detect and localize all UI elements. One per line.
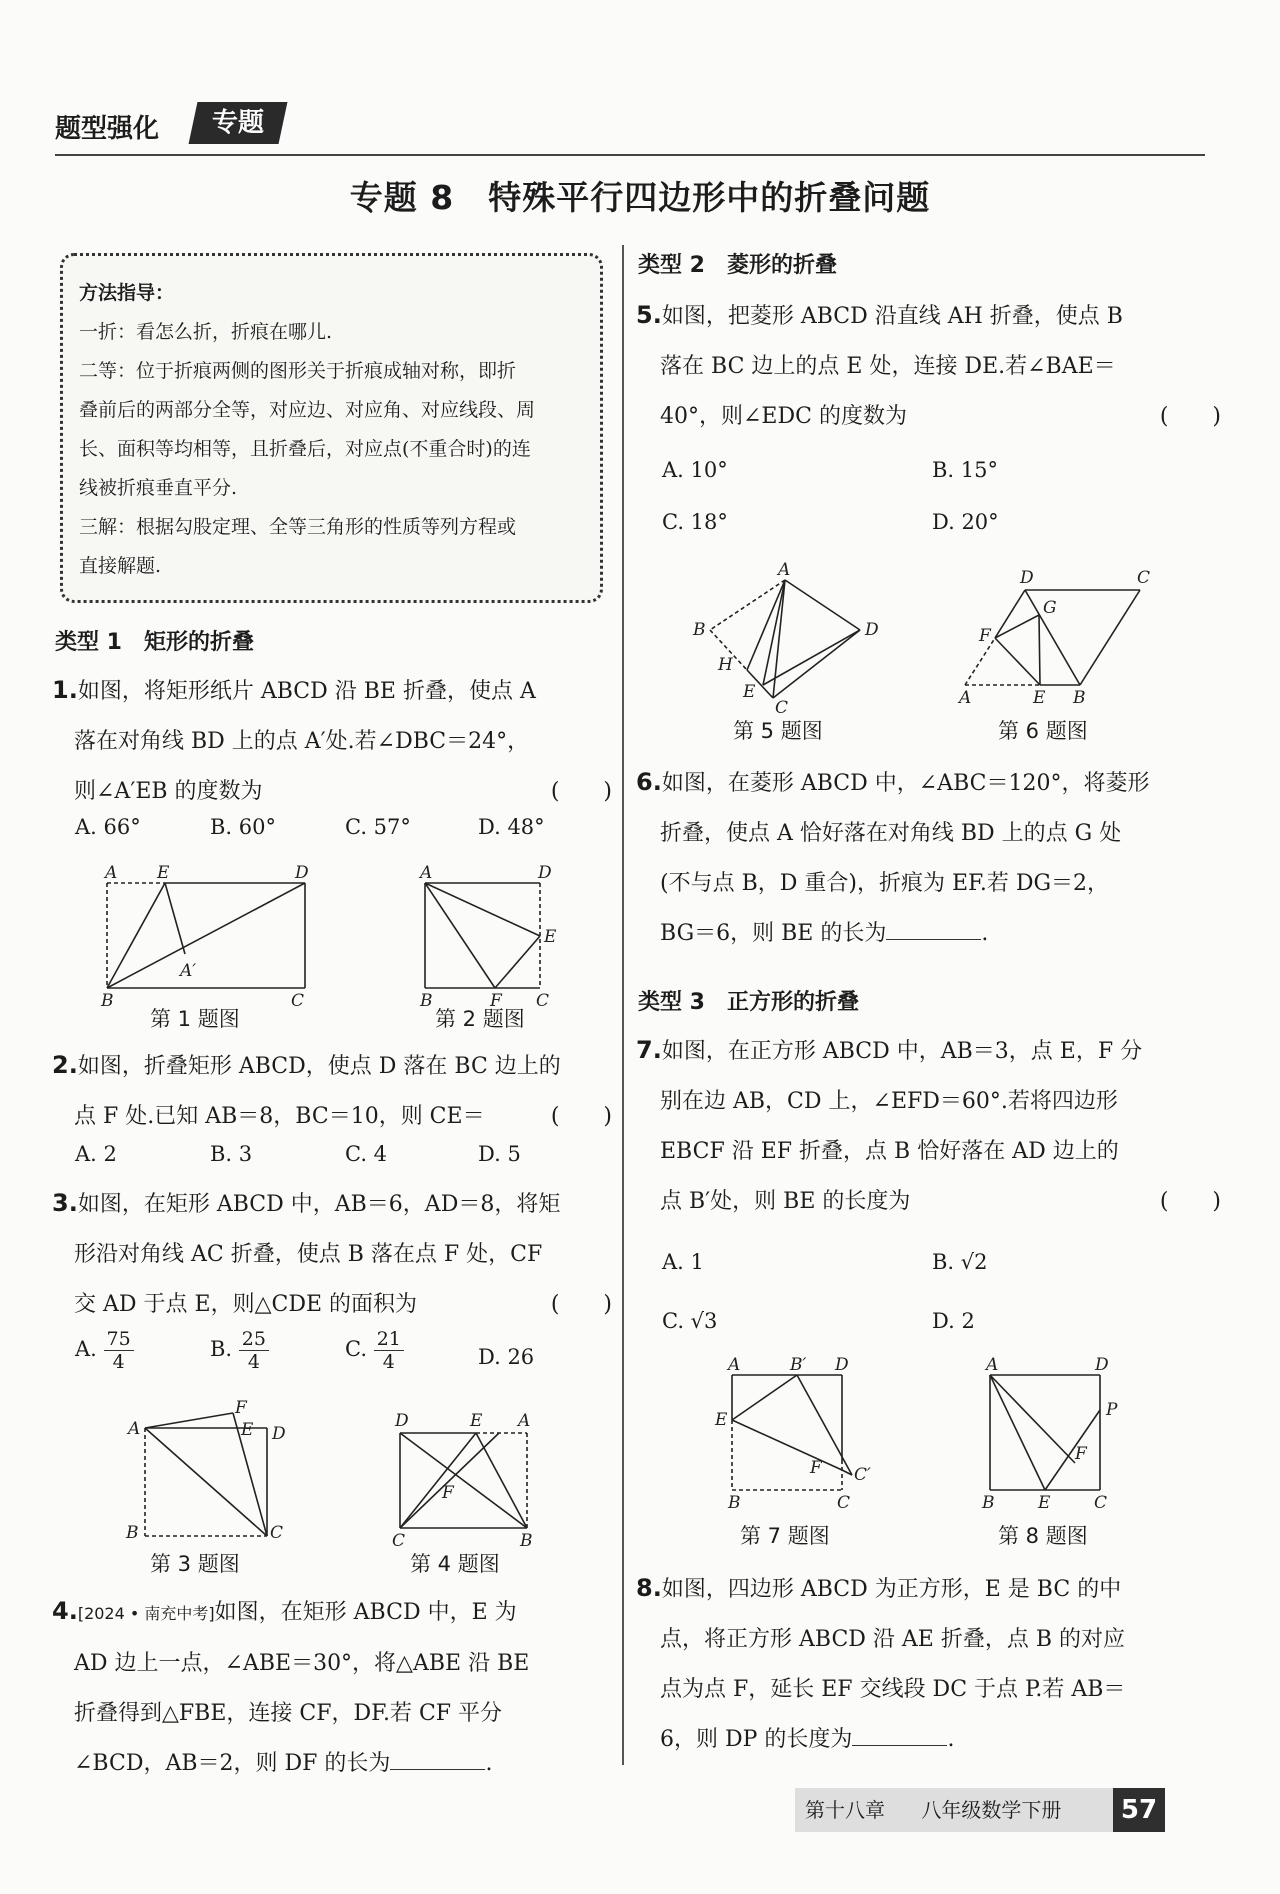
method-line: 线被折痕垂直平分. <box>79 477 238 499</box>
fig1-label: B <box>101 991 114 1008</box>
question-text: 落在对角线 BD 上的点 A′处.若∠DBC＝24°， <box>74 729 530 754</box>
figure-5-caption: 第 5 题图 <box>733 719 823 743</box>
figure-1-caption: 第 1 题图 <box>150 1007 240 1031</box>
fig3-diagonal <box>145 1428 267 1536</box>
fig3-label: A <box>128 1419 141 1439</box>
fig6-edge <box>1039 615 1040 685</box>
option-a: A. 2 <box>75 1142 117 1166</box>
question-text: 落在 BC 边上的点 E 处，连接 DE.若∠BAE＝ <box>660 354 1116 379</box>
question-number: 4. <box>52 1597 78 1625</box>
question-text: 如图，把菱形 ABCD 沿直线 AH 折叠，使点 B <box>661 304 1123 329</box>
option-b: B. 3 <box>210 1142 253 1166</box>
question-text: 如图，将矩形纸片 ABCD 沿 BE 折叠，使点 A <box>77 679 536 704</box>
question-text: 如图，在矩形 ABCD 中，E 为 <box>214 1600 517 1625</box>
fig3-label: E <box>241 1420 254 1440</box>
fig3-label: D <box>272 1424 286 1444</box>
fig8-label: A <box>986 1355 999 1375</box>
fig7-label: C′ <box>854 1465 871 1485</box>
question-text: 形沿对角线 AC 折叠，使点 B 落在点 F 处，CF <box>74 1242 543 1267</box>
fig7-label: F <box>810 1458 822 1478</box>
option-c: C. 4 <box>345 1142 388 1166</box>
question-number: 8. <box>636 1574 662 1602</box>
fig2-label: E <box>544 927 557 947</box>
question-text: 如图，在矩形 ABCD 中，AB＝6，AD＝8，将矩 <box>77 1192 561 1217</box>
option-c: C. $\frac{21}{4}$ <box>345 1328 404 1373</box>
question-text: 折叠得到△FBE，连接 CF，DF.若 CF 平分 <box>74 1701 503 1726</box>
fig1-label: A <box>105 863 118 883</box>
question-text: EBCF 沿 EF 折叠，点 B 恰好落在 AD 边上的 <box>660 1139 1119 1164</box>
fig6-label: C <box>1137 568 1151 588</box>
fig4-edge <box>400 1433 499 1528</box>
fig2-label: F <box>490 991 502 1008</box>
question-7 <box>636 1025 1221 1227</box>
fig2-label: B <box>420 991 433 1008</box>
question-text: BG＝6，则 BE 的长为 <box>660 921 887 946</box>
fig2-label: A <box>420 863 433 883</box>
question-5 <box>636 290 1221 442</box>
header-label: 题型强化 专题 <box>55 108 159 145</box>
option-d: D. 5 <box>478 1142 521 1166</box>
fig6-label: F <box>979 626 991 646</box>
fig4-label: D <box>395 1411 409 1431</box>
source-tag: [2024 • 南充中考] <box>77 1604 215 1623</box>
fig8-label: P <box>1106 1400 1118 1420</box>
fig5-label: E <box>743 682 756 702</box>
figure-3 <box>120 1398 290 1548</box>
fig3-label: F <box>235 1398 247 1418</box>
header-tag: 专题 <box>189 102 288 144</box>
fig7-label: A <box>728 1355 741 1375</box>
question-text: 点为点 F，延长 EF 交线段 DC 于点 P.若 AB＝ <box>660 1677 1126 1702</box>
fig7-label: D <box>835 1355 849 1375</box>
option-d: D. 20° <box>932 510 999 534</box>
option-a: A. 10° <box>662 458 728 482</box>
fig6-fold <box>995 638 1040 685</box>
figure-5 <box>685 555 885 715</box>
footer-book: 八年级数学下册 <box>921 1798 1062 1822</box>
question-text: 40°，则∠EDC 的度数为 <box>660 404 907 429</box>
fig1-label: E <box>157 863 170 883</box>
fig7-label: B <box>728 1493 741 1513</box>
fig4-edge <box>400 1433 527 1528</box>
question-text: 点 F 处.已知 AB＝8，BC＝10，则 CE＝ <box>74 1104 485 1129</box>
fig6-label: A <box>959 688 972 708</box>
fig8-edge <box>990 1375 1075 1463</box>
footer-chapter: 第十八章 <box>805 1798 885 1822</box>
fig1-label: D <box>295 863 309 883</box>
fig5-edge <box>773 580 785 698</box>
fig6-label: D <box>1020 568 1034 588</box>
method-line: 一折：看怎么折，折痕在哪儿. <box>79 321 333 343</box>
question-number: 2. <box>52 1051 78 1079</box>
fig4-label: C <box>392 1531 406 1548</box>
question-text: 如图，在菱形 ABCD 中，∠ABC＝120°，将菱形 <box>661 771 1150 796</box>
question-text: (不与点 B，D 重合)，折痕为 EF.若 DG＝2， <box>660 871 1110 896</box>
answer-paren: ( ) <box>550 779 612 804</box>
fig7-label: B′ <box>790 1355 807 1375</box>
fig8-label: D <box>1095 1355 1109 1375</box>
answer-blank[interactable] <box>886 938 981 940</box>
fig6-edge <box>1080 590 1140 685</box>
question-text: 点 B′处，则 BE 的长度为 <box>660 1189 911 1214</box>
figure-1 <box>95 858 325 1008</box>
fig7-edge <box>732 1375 797 1420</box>
fig3-edge <box>145 1413 233 1428</box>
fig5-label: H <box>718 655 733 675</box>
question-4: 4.[2024 • 南充中考]如图，在矩形 ABCD 中，E 为 AD 边上一点，∠ABE＝30°，将△ABE 沿 BE 折叠得到△FBE，连接 CF，DF.若 CF 平分 ∠BCD，AB＝2，则 DF 的长为 . <box>52 1586 612 1789</box>
figure-4-caption: 第 4 题图 <box>410 1552 500 1576</box>
method-line: 长、面积等均相等，且折叠后，对应点(不重合时)的连 <box>79 438 531 460</box>
fig8-fold <box>990 1375 1045 1490</box>
question-6: 6.如图，在菱形 ABCD 中，∠ABC＝120°，将菱形 折叠，使点 A 恰好落在对角线 BD 上的点 G 处 (不与点 B，D 重合)，折痕为 EF.若 DG＝2， BG＝6，则 BE 的长为 . <box>636 757 1221 959</box>
option-b: B. $\frac{25}{4}$ <box>210 1328 269 1373</box>
figure-4 <box>390 1398 540 1548</box>
fig5-edge <box>785 580 860 630</box>
figure-7 <box>712 1355 887 1515</box>
fig6-label: G <box>1043 598 1057 618</box>
fig1-edge <box>165 883 185 954</box>
question-3 <box>52 1178 612 1330</box>
answer-paren: ( ) <box>550 1104 612 1129</box>
fig7-label: E <box>715 1410 728 1430</box>
figure-6 <box>955 555 1155 715</box>
figure-2-caption: 第 2 题图 <box>435 1007 525 1031</box>
figure-7-caption: 第 7 题图 <box>740 1524 830 1548</box>
question-text: 折叠，使点 A 恰好落在对角线 BD 上的点 G 处 <box>660 821 1122 846</box>
fig5-label: A <box>778 560 791 580</box>
answer-blank[interactable] <box>852 1744 947 1746</box>
option-a: A. 1 <box>662 1250 704 1274</box>
fig6-label: E <box>1033 688 1046 708</box>
question-text: 则∠A′EB 的度数为 <box>74 779 263 804</box>
fig3-label: C <box>270 1523 284 1543</box>
figure-8 <box>970 1355 1145 1515</box>
fig8-label: E <box>1038 1493 1051 1513</box>
fig8-label: F <box>1075 1444 1087 1464</box>
method-line: 二等：位于折痕两侧的图形关于折痕成轴对称，即折 <box>79 360 517 382</box>
question-number: 5. <box>636 301 662 329</box>
question-text: 别在边 AB，CD 上，∠EFD＝60°.若将四边形 <box>660 1089 1118 1114</box>
question-text: 如图，折叠矩形 ABCD，使点 D 落在 BC 边上的 <box>77 1054 561 1079</box>
section-type-3: 类型 3 正方形的折叠 <box>638 990 859 1015</box>
fig8-label: C <box>1094 1493 1108 1513</box>
question-2 <box>52 1040 612 1142</box>
fig5-label: C <box>775 698 789 715</box>
answer-paren: ( ) <box>1159 1189 1221 1214</box>
answer-blank[interactable] <box>390 1768 485 1770</box>
fig8-edge <box>1045 1410 1100 1490</box>
option-d: D. 48° <box>478 815 545 839</box>
question-text: ∠BCD，AB＝2，则 DF 的长为 <box>74 1751 391 1776</box>
question-number: 7. <box>636 1036 662 1064</box>
section-type-1: 类型 1 矩形的折叠 <box>55 630 254 655</box>
fig6-label: B <box>1073 688 1086 708</box>
method-heading: 方法指导： <box>79 282 175 304</box>
option-c: C. √3 <box>662 1309 718 1333</box>
fig1-label: A′ <box>180 961 197 981</box>
question-number: 1. <box>52 676 78 704</box>
option-c: C. 18° <box>662 510 728 534</box>
option-b: B. 15° <box>932 458 999 482</box>
header-divider <box>55 154 1205 156</box>
question-text: 如图，四边形 ABCD 为正方形，E 是 BC 的中 <box>661 1577 1122 1602</box>
fig7-label: C <box>837 1493 851 1513</box>
question-1 <box>52 665 612 817</box>
method-guide-box <box>60 253 603 603</box>
fig1-label: C <box>291 991 305 1008</box>
option-a: A. $\frac{75}{4}$ <box>75 1328 134 1373</box>
option-b: B. √2 <box>932 1250 988 1274</box>
figure-6-caption: 第 6 题图 <box>998 719 1088 743</box>
page-title: 专题 8 特殊平行四边形中的折叠问题 <box>349 178 931 217</box>
option-b: B. 60° <box>210 815 277 839</box>
method-line: 三解：根据勾股定理、全等三角形的性质等列方程或 <box>79 516 517 538</box>
section-type-2: 类型 2 菱形的折叠 <box>638 253 837 278</box>
question-8: 8.如图，四边形 ABCD 为正方形，E 是 BC 的中 点，将正方形 ABCD 沿 AE 折叠，点 B 的对应 点为点 F，延长 EF 交线段 DC 于点 P.若 AB＝ 6，则 DP 的长度为 . <box>636 1563 1221 1765</box>
fig7-edge <box>797 1375 852 1475</box>
figure-3-caption: 第 3 题图 <box>150 1552 240 1576</box>
fig3-label: B <box>126 1523 139 1543</box>
question-text: 6，则 DP 的长度为 <box>660 1727 853 1752</box>
method-line: 叠前后的两部分全等，对应边、对应角、对应线段、周 <box>79 399 536 421</box>
question-text: 如图，在正方形 ABCD 中，AB＝3，点 E，F 分 <box>661 1039 1143 1064</box>
question-number: 3. <box>52 1189 78 1217</box>
fig4-label: F <box>442 1483 454 1503</box>
fig8-label: B <box>982 1493 995 1513</box>
fig5-edge <box>763 580 785 685</box>
fig2-edge <box>495 936 540 988</box>
page-footer <box>795 1788 1165 1832</box>
figure-8-caption: 第 8 题图 <box>998 1524 1088 1548</box>
option-d: D. 2 <box>932 1309 975 1333</box>
fig2-label: C <box>536 991 550 1008</box>
option-c: C. 57° <box>345 815 411 839</box>
question-text: 交 AD 于点 E，则△CDE 的面积为 <box>74 1292 418 1317</box>
question-text: AD 边上一点，∠ABE＝30°，将△ABE 沿 BE <box>74 1651 530 1676</box>
answer-paren: ( ) <box>1159 404 1221 429</box>
answer-paren: ( ) <box>550 1292 612 1317</box>
column-divider <box>622 245 624 1765</box>
fig4-label: A <box>518 1411 531 1431</box>
fig5-label: B <box>693 620 706 640</box>
question-number: 6. <box>636 768 662 796</box>
method-line: 直接解题. <box>79 555 162 577</box>
fig4-label: E <box>470 1411 483 1431</box>
fig4-label: B <box>520 1531 533 1548</box>
option-a: A. 66° <box>75 815 141 839</box>
fig2-label: D <box>538 863 552 883</box>
option-d: D. 26 <box>478 1345 535 1369</box>
page-number: 57 <box>1113 1788 1165 1832</box>
question-text: 点，将正方形 ABCD 沿 AE 折叠，点 B 的对应 <box>660 1627 1126 1652</box>
figure-2 <box>410 858 570 1008</box>
fig5-edge <box>773 630 860 698</box>
fig5-label: D <box>865 620 879 640</box>
